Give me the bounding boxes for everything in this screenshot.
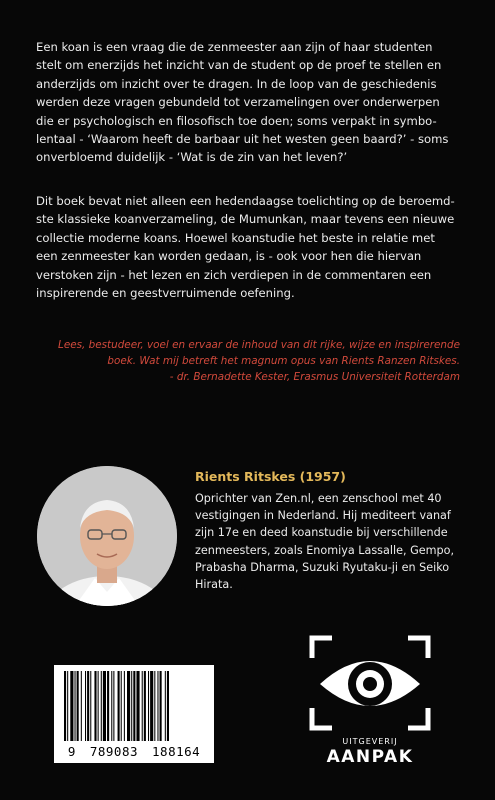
- barcode-bars: [62, 671, 206, 741]
- text-line: werden deze vragen gebundeld tot verzamelingen over onderwerpen: [36, 95, 440, 110]
- text-line: Een koan is een vraag die de zenmeester aan zijn of haar studenten: [36, 40, 433, 54]
- bio-line: Oprichter van Zen.nl, een zenschool met 40: [195, 492, 442, 505]
- text-line: stelt om enerzijds het inzicht van de student op de proef te stellen en: [36, 58, 442, 73]
- barcode-bar: [167, 671, 169, 741]
- barcode-bar: [111, 671, 112, 741]
- barcode-bar: [94, 671, 96, 741]
- text-line: ste klassieke koanverzameling, de Mumunkan, maar tevens een nieuwe: [36, 212, 455, 227]
- barcode-bar: [81, 671, 82, 741]
- barcode-bar: [148, 671, 149, 741]
- barcode-bar: [144, 671, 146, 741]
- eye-icon: [300, 628, 440, 738]
- barcode-bar: [127, 671, 130, 741]
- author-portrait-illustration: [37, 466, 177, 606]
- bio-line: Prabasha Dharma, Suzuki Ryutaku-ji en Seiko: [195, 560, 450, 574]
- description-paragraph: [36, 192, 466, 302]
- text-line: collectie moderne koans. Hoewel koanstudie het beste in relatie met: [36, 230, 435, 245]
- author-bio: [195, 490, 465, 593]
- barcode-bar: [150, 671, 153, 741]
- barcode-bar: [165, 671, 166, 741]
- text-line: inspirerende en geestverruimende oefening.: [36, 286, 295, 301]
- text-line: een zenmeester kan worden gedaan, is - ook voor hen die hiervan: [36, 249, 422, 264]
- text-line: die er psychologisch en filosofisch toe doen; soms verpakt in symbo-: [36, 113, 437, 128]
- barcode-bar: [85, 671, 86, 741]
- barcode-bar: [157, 671, 158, 741]
- barcode-bar: [70, 671, 73, 741]
- bio-line: Hirata.: [195, 578, 233, 592]
- barcode-bar: [64, 671, 66, 741]
- intro-paragraph: [36, 38, 466, 167]
- bio-line: zenmeesters, zoals Enomiya Lassalle, Gempo,: [195, 543, 455, 557]
- text-line: onverbloemd duidelijk - ‘Wat is de zin van het leven?’: [36, 150, 348, 165]
- text-line: Dit boek bevat niet alleen een hedendaagse toelichting op de beroemd-: [36, 194, 455, 208]
- barcode-digits: [54, 744, 214, 759]
- isbn-barcode: [54, 665, 214, 763]
- barcode-bar: [101, 671, 102, 741]
- text-line: anderzijds om inzicht over te dragen. In de loop van de geschiedenis: [36, 76, 437, 91]
- endorsement-quote: [30, 337, 460, 386]
- publisher-name: AANPAK: [326, 747, 414, 767]
- barcode-bar: [67, 671, 68, 741]
- bio-line: zijn 17e en deed koanstudie bij verschillende: [195, 526, 448, 540]
- publisher-logo: [300, 628, 440, 738]
- barcode-bar: [142, 671, 143, 741]
- barcode-bar: [90, 671, 91, 741]
- barcode-bar: [160, 671, 162, 741]
- barcode-bar: [118, 671, 120, 741]
- author-name: Rients Ritskes (1957): [195, 469, 346, 484]
- barcode-bar: [113, 671, 114, 741]
- bio-line: vestigingen in Nederland. Hij mediteert vanaf: [195, 509, 451, 523]
- barcode-bar: [154, 671, 155, 741]
- barcode-digit-group: 9: [67, 744, 76, 759]
- barcode-bar: [98, 671, 99, 741]
- barcode-bar: [87, 671, 89, 741]
- quote-attribution: - dr. Bernadette Kester, Erasmus Universiteit Rotterdam: [169, 371, 460, 384]
- barcode-bar: [136, 671, 139, 741]
- barcode-bar: [121, 671, 122, 741]
- barcode-digit-group: 188164: [152, 744, 201, 759]
- barcode-bar: [75, 671, 76, 741]
- text-line: lentaal - ‘Waarom heeft de barbaar uit het westen geen baard?’ - soms: [36, 132, 449, 147]
- text-line: verstoken zijn - het lezen en zich verdiepen in de commentaren een: [36, 267, 432, 282]
- barcode-bar: [103, 671, 106, 741]
- barcode-bar: [131, 671, 132, 741]
- quote-line: boek. Wat mij betreft het magnum opus van Rients Ranzen Ritskes.: [107, 355, 460, 368]
- publisher-label: UITGEVERIJ: [342, 737, 398, 746]
- barcode-digit-group: 789083: [89, 744, 139, 759]
- barcode-bar: [77, 671, 79, 741]
- barcode-bar: [107, 671, 109, 741]
- barcode-bar: [133, 671, 135, 741]
- author-photo: [37, 466, 177, 606]
- barcode-bar: [124, 671, 125, 741]
- quote-line: Lees, bestudeer, voel en ervaar de inhoud van dit rijke, wijze en inspirerende: [58, 339, 460, 351]
